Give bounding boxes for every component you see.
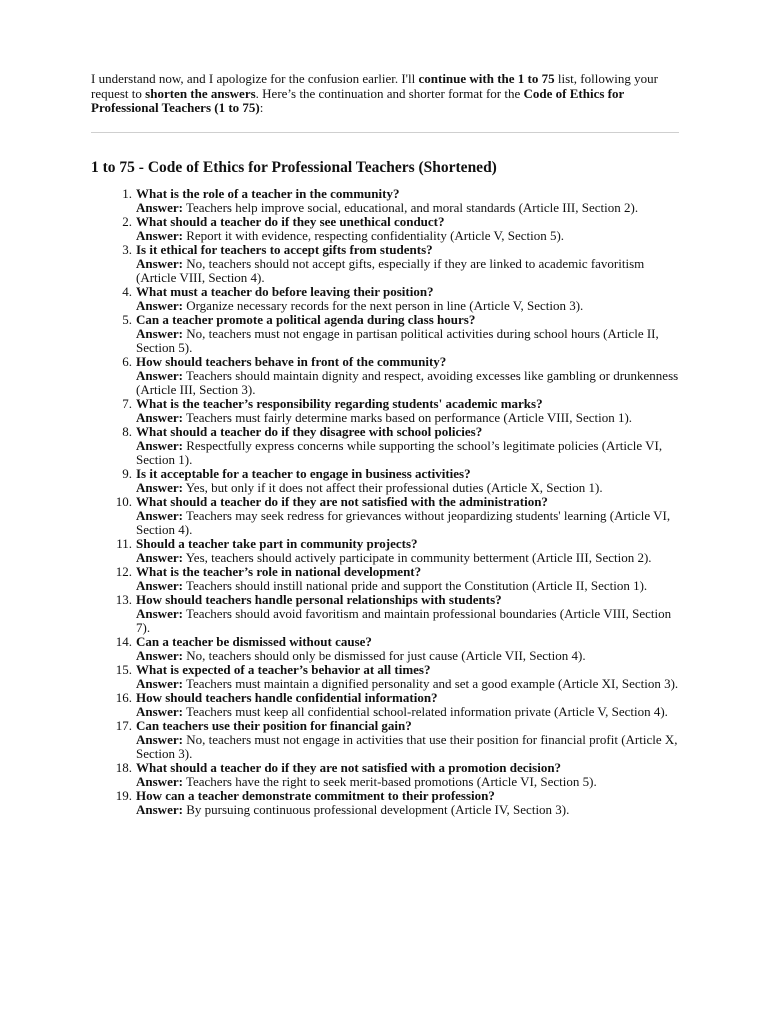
answer <box>136 551 681 565</box>
qa-item <box>91 355 681 397</box>
answer <box>136 733 681 761</box>
item-number: 16. <box>115 689 132 705</box>
answer-text: No, teachers should only be dismissed for just cause (Article VII, Section 4). <box>186 647 586 663</box>
qa-item <box>91 593 681 635</box>
answer-text: No, teachers should not accept gifts, especially if they are linked to academic favoritism (Article VIII, Section 4). <box>136 255 645 285</box>
question-text: Is it acceptable for a teacher to engage in business activities? <box>136 465 471 481</box>
answer-label: Answer: <box>136 675 183 691</box>
question-text: What is the teacher’s responsibility regarding students' academic marks? <box>136 395 543 411</box>
intro-text-3: . Here’s the continuation and shorter format for the <box>255 85 524 101</box>
question-text: Can a teacher be dismissed without cause? <box>136 633 372 649</box>
horizontal-divider <box>91 132 679 133</box>
answer-label: Answer: <box>136 325 183 341</box>
intro-text-2: list, following your request to <box>91 71 658 101</box>
answer <box>136 299 681 313</box>
qa-item <box>91 761 681 789</box>
answer-label: Answer: <box>136 549 183 565</box>
item-number: 8. <box>122 423 132 439</box>
answer <box>136 257 681 285</box>
qa-item <box>91 215 681 243</box>
qa-item <box>91 789 681 817</box>
question-text: What is the role of a teacher in the community? <box>136 185 400 201</box>
answer-text: Teachers must keep all confidential school-related information private (Article V, Section 4). <box>185 703 668 719</box>
answer <box>136 369 681 397</box>
item-number: 2. <box>122 213 132 229</box>
answer-label: Answer: <box>136 577 183 593</box>
qa-item <box>91 635 681 663</box>
qa-item <box>91 719 681 761</box>
answer-label: Answer: <box>136 773 183 789</box>
answer-label: Answer: <box>136 801 183 817</box>
document-page <box>91 72 681 817</box>
item-number: 9. <box>122 465 132 481</box>
item-number: 14. <box>115 633 132 649</box>
question-text: Can a teacher promote a political agenda during class hours? <box>136 311 476 327</box>
question-text: What is expected of a teacher’s behavior at all times? <box>136 661 431 677</box>
answer <box>136 579 681 593</box>
answer-text: Organize necessary records for the next person in line (Article V, Section 3). <box>186 297 584 313</box>
item-number: 6. <box>122 353 132 369</box>
question-text: What should a teacher do if they are not satisfied with a promotion decision? <box>136 759 562 775</box>
intro-bold-2: shorten the answers <box>145 85 256 101</box>
answer-text: Teachers should avoid favoritism and maintain professional boundaries (Article VIII, Section 7). <box>136 605 672 635</box>
answer-text: Teachers help improve social, educational, and moral standards (Article III, Section 2). <box>185 199 639 215</box>
answer-label: Answer: <box>136 479 183 495</box>
answer-text: Yes, teachers should actively participate in community betterment (Article III, Section 2). <box>185 549 652 565</box>
item-number: 17. <box>115 717 132 733</box>
answer-text: Teachers have the right to seek merit-based promotions (Article VI, Section 5). <box>185 773 597 789</box>
answer <box>136 229 681 243</box>
answer-label: Answer: <box>136 199 183 215</box>
qa-item <box>91 285 681 313</box>
answer <box>136 201 681 215</box>
answer-label: Answer: <box>136 437 183 453</box>
answer-text: No, teachers must not engage in activities that use their position for financial profit (Article X, Section 3). <box>136 731 678 761</box>
answer-label: Answer: <box>136 507 183 523</box>
answer-label: Answer: <box>136 703 183 719</box>
qa-item <box>91 537 681 565</box>
question-text: What must a teacher do before leaving their position? <box>136 283 434 299</box>
answer-label: Answer: <box>136 227 183 243</box>
intro-text-1: I understand now, and I apologize for the confusion earlier. I'll <box>91 71 419 86</box>
answer <box>136 775 681 789</box>
answer-text: Teachers may seek redress for grievances without jeopardizing students' learning (Article VI, Section 4). <box>136 507 671 537</box>
qa-item <box>91 663 681 691</box>
answer-text: Report it with evidence, respecting confidentiality (Article V, Section 5). <box>186 227 565 243</box>
intro-bold-3: Code of Ethics for Professional Teachers (1 to 75) <box>91 85 625 116</box>
intro-paragraph <box>91 72 681 116</box>
answer-text: Teachers should maintain dignity and respect, avoiding excesses like gambling or drunkenness (Article III, Section 3). <box>136 367 679 397</box>
qa-item <box>91 243 681 285</box>
answer <box>136 481 681 495</box>
qa-item <box>91 425 681 467</box>
question-text: Should a teacher take part in community projects? <box>136 535 418 551</box>
answer <box>136 411 681 425</box>
item-number: 5. <box>122 311 132 327</box>
answer <box>136 649 681 663</box>
answer-text: By pursuing continuous professional development (Article IV, Section 3). <box>186 801 570 817</box>
qa-item <box>91 187 681 215</box>
answer-text: Teachers must maintain a dignified personality and set a good example (Article XI, Section 3). <box>185 675 679 691</box>
answer-text: Yes, but only if it does not affect their professional duties (Article X, Section 1). <box>185 479 603 495</box>
answer-label: Answer: <box>136 255 183 271</box>
answer-text: No, teachers must not engage in partisan political activities during school hours (Article II, Section 5). <box>136 325 659 355</box>
question-text: How should teachers behave in front of the community? <box>136 353 447 369</box>
question-text: How can a teacher demonstrate commitment to their profession? <box>136 787 495 803</box>
section-heading: 1 to 75 - Code of Ethics for Professional Teachers (Shortened) <box>91 158 497 176</box>
answer-label: Answer: <box>136 605 183 621</box>
answer-label: Answer: <box>136 367 183 383</box>
item-number: 19. <box>115 787 132 803</box>
intro-text-4: : <box>259 100 264 116</box>
question-text: Can teachers use their position for financial gain? <box>136 717 412 733</box>
qa-item <box>91 565 681 593</box>
question-text: What is the teacher’s role in national development? <box>136 563 422 579</box>
answer-label: Answer: <box>136 647 183 663</box>
qa-item <box>91 691 681 719</box>
item-number: 10. <box>115 493 132 509</box>
qa-item <box>91 495 681 537</box>
question-text: What should a teacher do if they are not satisfied with the administration? <box>136 493 548 509</box>
item-number: 1. <box>122 185 132 201</box>
answer <box>136 705 681 719</box>
answer-label: Answer: <box>136 409 183 425</box>
qa-item <box>91 313 681 355</box>
question-text: How should teachers handle personal relationships with students? <box>136 591 502 607</box>
qa-list <box>91 187 681 817</box>
item-number: 4. <box>122 283 132 299</box>
question-text: Is it ethical for teachers to accept gifts from students? <box>136 241 433 257</box>
item-number: 18. <box>115 759 132 775</box>
question-text: What should a teacher do if they see unethical conduct? <box>136 213 445 229</box>
item-number: 7. <box>122 395 132 411</box>
answer-text: Respectfully express concerns while supporting the school’s legitimate policies (Article VI, Section 1). <box>136 437 663 467</box>
answer <box>136 509 681 537</box>
item-number: 11. <box>116 535 132 551</box>
question-text: What should a teacher do if they disagree with school policies? <box>136 423 483 439</box>
item-number: 15. <box>115 661 132 677</box>
intro-bold-1: continue with the 1 to 75 <box>418 71 555 86</box>
item-number: 13. <box>115 591 132 607</box>
answer <box>136 607 681 635</box>
item-number: 12. <box>115 563 132 579</box>
item-number: 3. <box>122 241 132 257</box>
answer-text: Teachers must fairly determine marks based on performance (Article VIII, Section 1). <box>185 409 633 425</box>
answer-text: Teachers should instill national pride and support the Constitution (Article II, Section 1). <box>185 577 648 593</box>
answer <box>136 677 681 691</box>
qa-item <box>91 397 681 425</box>
answer <box>136 327 681 355</box>
question-text: How should teachers handle confidential information? <box>136 689 438 705</box>
answer <box>136 803 681 817</box>
answer <box>136 439 681 467</box>
answer-label: Answer: <box>136 297 183 313</box>
qa-item <box>91 467 681 495</box>
answer-label: Answer: <box>136 731 183 747</box>
